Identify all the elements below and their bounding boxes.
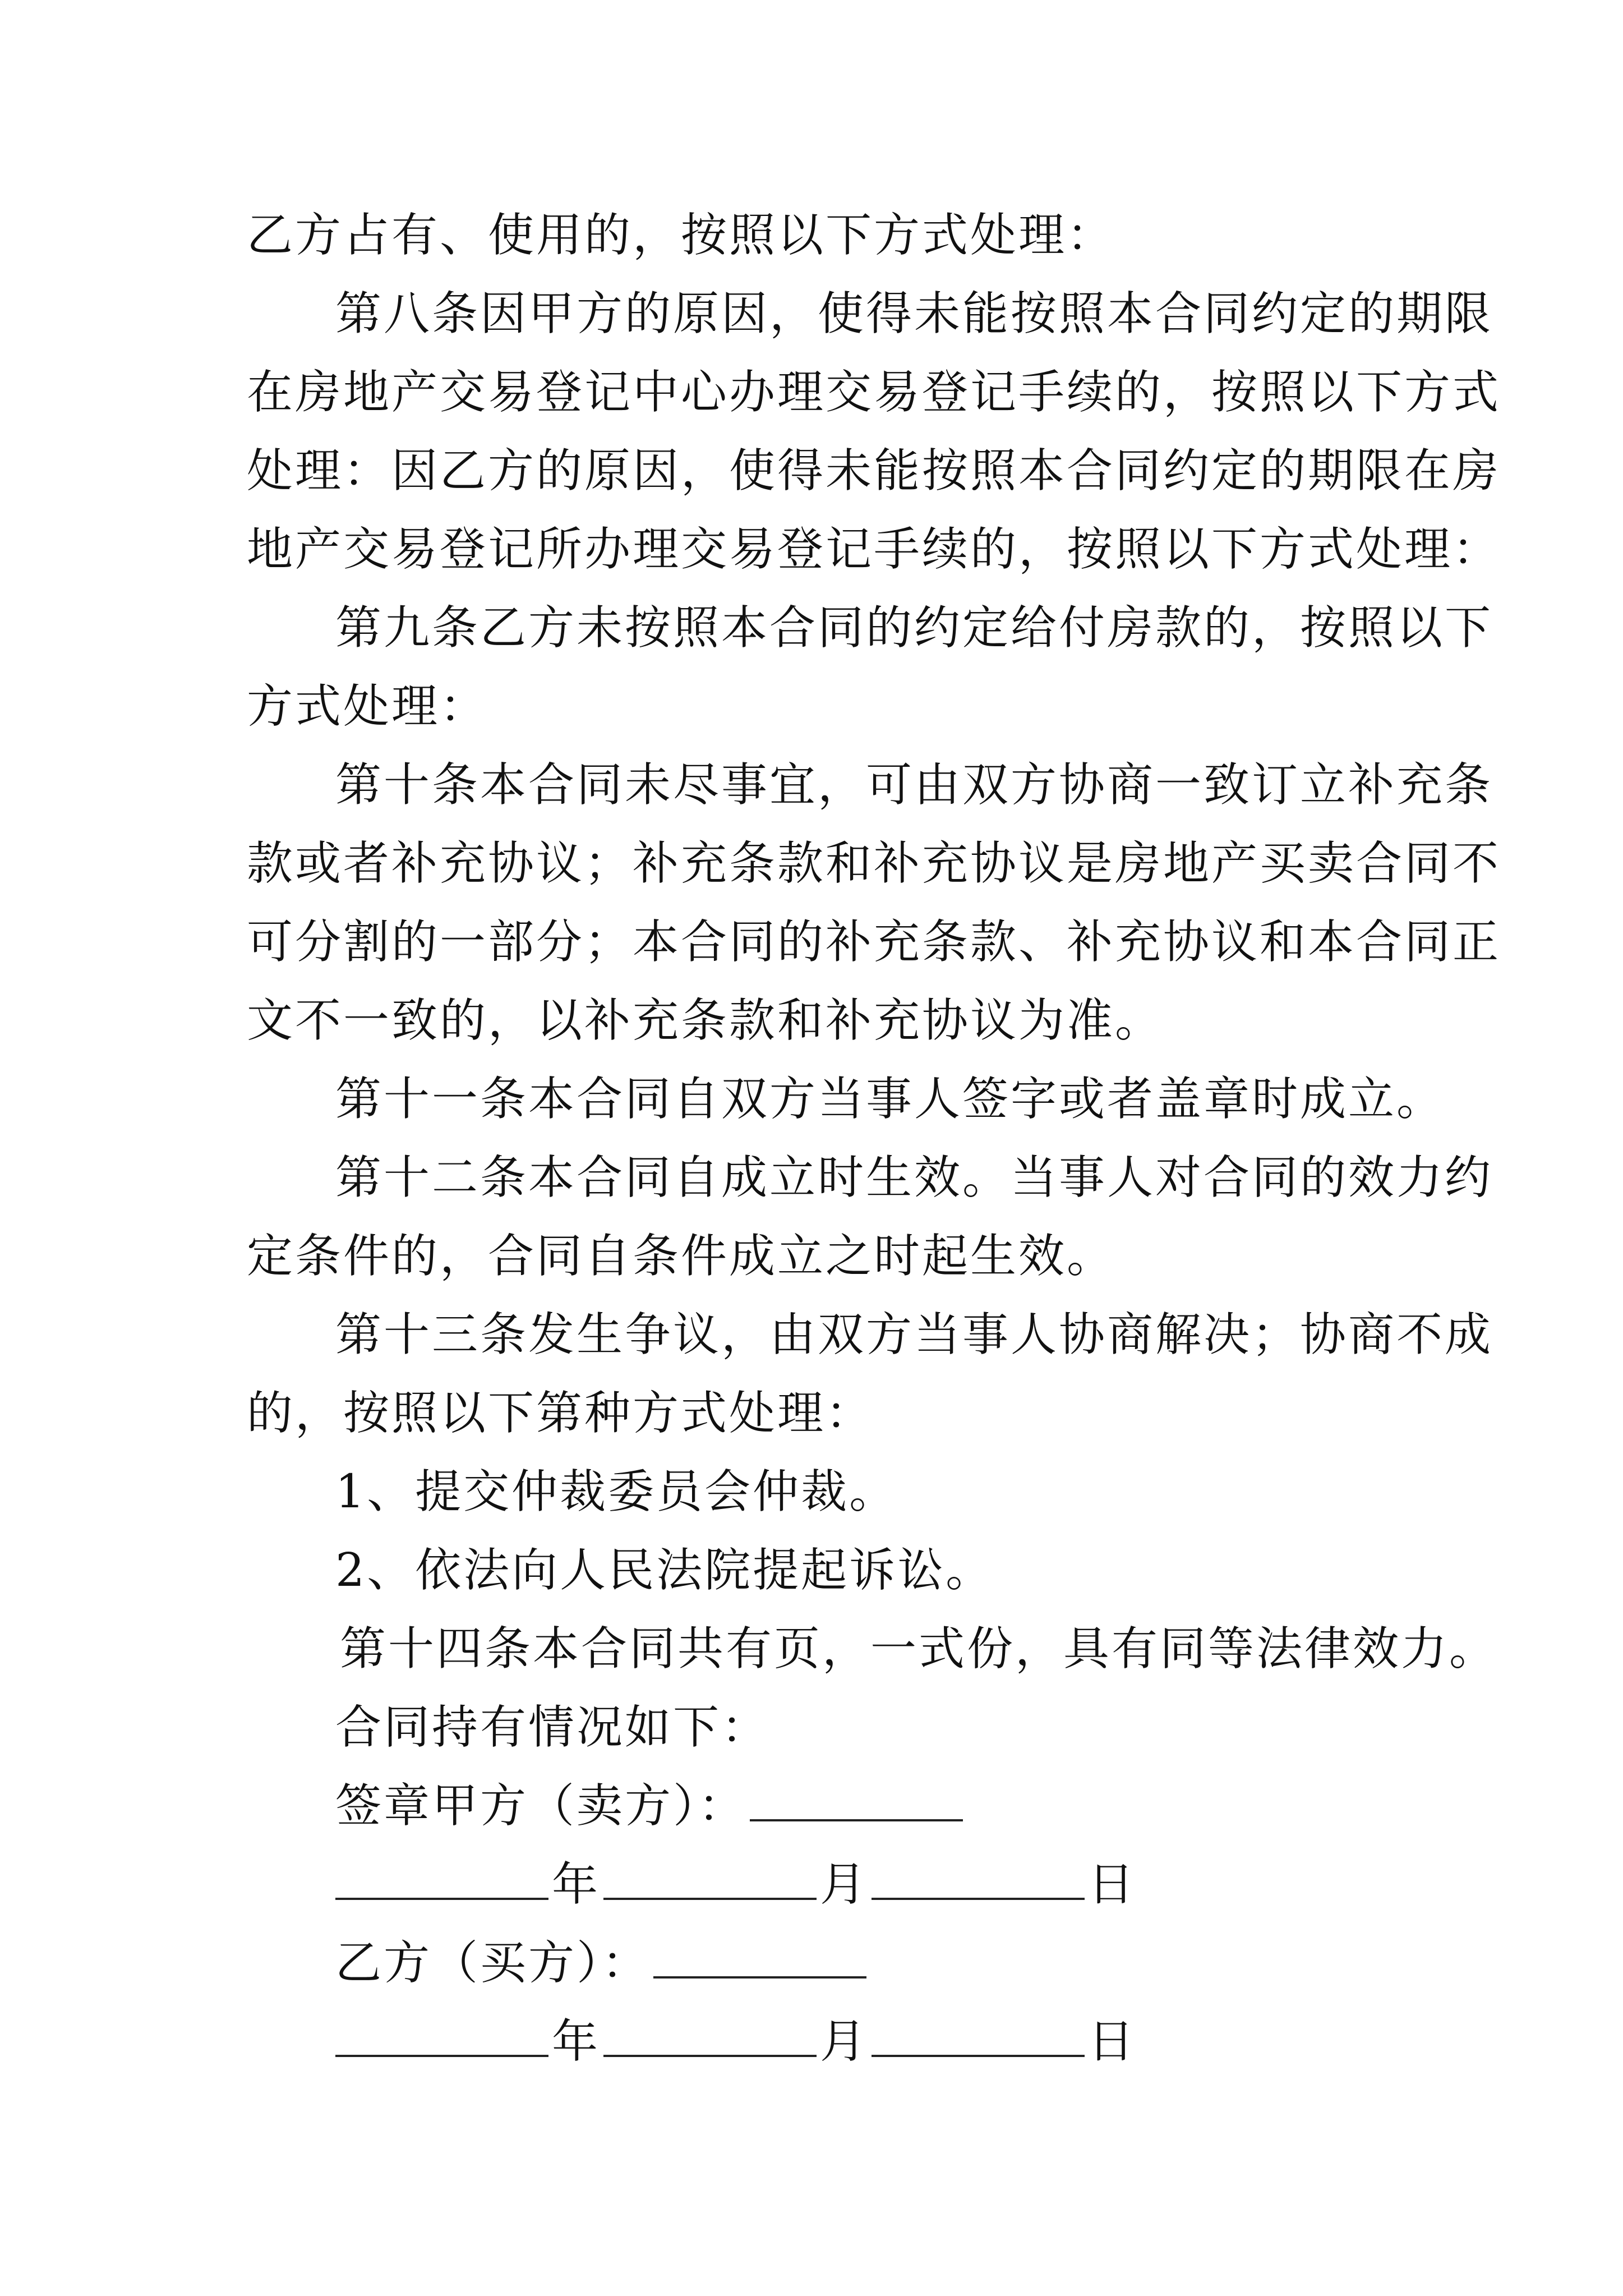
party-a-blank xyxy=(750,1779,963,1821)
day-label: 日 xyxy=(1088,2015,1137,2068)
text-line: 第十条本合同未尽事宜，可由双方协商一致订立补充条 xyxy=(335,758,1493,812)
party-b-signature-line xyxy=(335,1935,870,1991)
day-blank xyxy=(872,2014,1085,2057)
text-line: 在房地产交易登记中心办理交易登记手续的，按照以下方式 xyxy=(247,366,1501,419)
month-blank xyxy=(603,2014,817,2057)
party-a-date-line xyxy=(335,1857,1136,1913)
text-line: 第十二条本合同自成立时生效。当事人对合同的效力约 xyxy=(335,1151,1493,1204)
text-line: 可分割的一部分；本合同的补充条款、补充协议和本合同正 xyxy=(247,915,1501,969)
text-line: 款或者补充协议；补充条款和补充协议是房地产买卖合同不 xyxy=(247,837,1501,890)
text-line: 合同持有情况如下： xyxy=(335,1701,770,1754)
year-label: 年 xyxy=(552,2015,601,2068)
party-b-blank xyxy=(653,1936,866,1978)
day-label: 日 xyxy=(1088,1858,1137,1911)
party-b-label: 乙方（买方）： xyxy=(335,1936,651,1990)
text-line: 第十一条本合同自双方当事人签字或者盖章时成立。 xyxy=(335,1073,1445,1126)
year-blank xyxy=(335,2014,548,2057)
year-blank xyxy=(335,1857,548,1900)
text-line: 定条件的，合同自条件成立之时起生效。 xyxy=(247,1230,1115,1283)
text-line: 地产交易登记所办理交易登记手续的，按照以下方式处理： xyxy=(247,523,1501,576)
text-line: 的，按照以下第种方式处理： xyxy=(247,1387,874,1440)
party-a-signature-line xyxy=(335,1778,966,1834)
year-label: 年 xyxy=(552,1858,601,1911)
text-line: 文不一致的，以补充条款和补充协议为准。 xyxy=(247,994,1164,1047)
text-line: 2、依法向人民法院提起诉讼。 xyxy=(335,1544,994,1597)
text-line: 1、提交仲裁委员会仲裁。 xyxy=(335,1465,898,1519)
month-label: 月 xyxy=(820,1858,869,1911)
text-line: 处理：因乙方的原因，使得未能按照本合同约定的期限在房 xyxy=(247,444,1501,498)
text-line: 第十三条发生争议，由双方当事人协商解决；协商不成 xyxy=(335,1308,1493,1361)
party-a-label: 签章甲方（卖方）： xyxy=(335,1779,747,1833)
month-label: 月 xyxy=(820,2015,869,2068)
text-line: 乙方占有、使用的，按照以下方式处理： xyxy=(247,209,1115,262)
party-b-date-line xyxy=(335,2014,1136,2070)
day-blank xyxy=(872,1857,1085,1900)
text-line: 第八条因甲方的原因，使得未能按照本合同约定的期限 xyxy=(335,287,1493,341)
text-line: 第九条乙方未按照本合同的约定给付房款的，按照以下 xyxy=(335,601,1493,655)
month-blank xyxy=(603,1857,817,1900)
text-line: 方式处理： xyxy=(247,680,488,733)
text-line: 第十四条本合同共有页，一式份，具有同等法律效力。 xyxy=(340,1622,1498,1676)
